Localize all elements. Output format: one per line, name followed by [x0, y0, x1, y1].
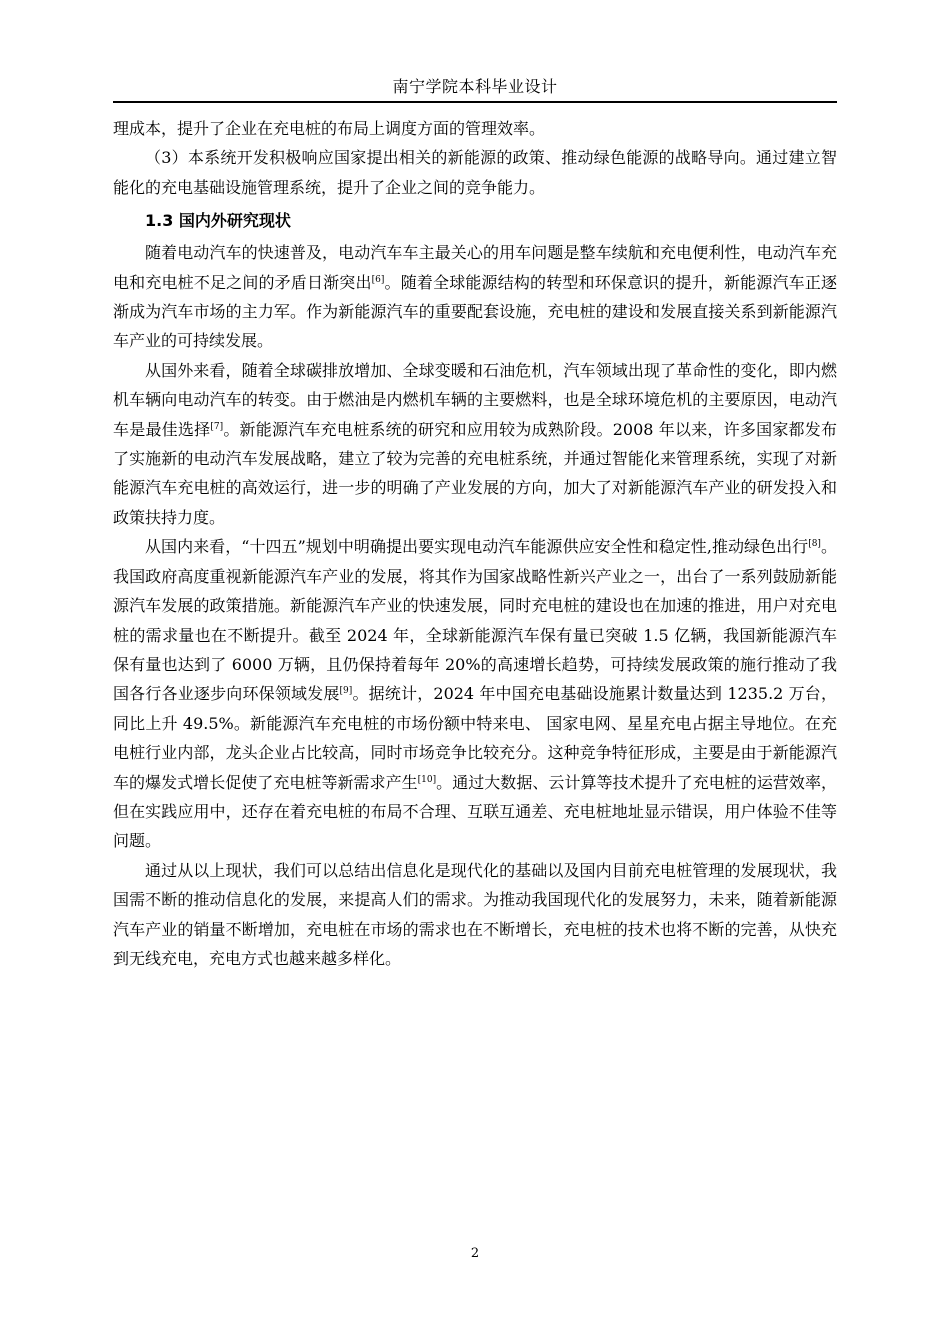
text-run: 从国内来看，“十四五”规划中明确提出要实现电动汽车能源供应安全性和稳定性,推动绿色出行 — [145, 537, 809, 557]
text-run: 通过从以上现状，我们可以总结出信息化是现代化的基础以及国内目前充电桩管理的发展现状，我国需不断的推动信息化的发展，来提高人们的需求。为推动我国现代化的发展努力，未来，随着新能源汽车产业的销量不断增加，充电桩在市场的需求也在不断增长，充电桩的技术也将不断的完善，从快充到无线充电，充电方式也越来越多样化。 — [113, 860, 837, 968]
citation-ref: [6] — [371, 274, 385, 285]
header-divider — [113, 101, 837, 103]
page-header-title: 南宁学院本科毕业设计 — [392, 77, 558, 96]
citation-ref: [7] — [210, 421, 224, 432]
paragraph-summary — [113, 856, 837, 974]
text-run: 。我国政府高度重视新能源汽车产业的发展，将其作为国家战略性新兴产业之一，出台了一系列鼓励新能源汽车发展的政策措施。新能源汽车产业的快速发展，同时充电桩的建设也在加速的推进，用户对充电桩的需求量也在不断提升。截至 2024 年，全球新能源汽车保有量已突破 1.5 亿辆，我国新能源汽车保有量也达到了 6000 万辆，且仍保持着每年 20%的高速增长趋势，可持续发展政策的施行推动了我国各行各业逐步向环保领域发展 — [113, 537, 837, 704]
text-run: 。新能源汽车充电桩系统的研究和应用较为成熟阶段。2008 年以来，许多国家都发布了实施新的电动汽车发展战略，建立了较为完善的充电桩系统，并通过智能化来管理系统，实现了对新能源汽车充电桩的高效运行，进一步的明确了产业发展的方向，加大了对新能源汽车产业的研发投入和政策扶持力度。 — [113, 419, 837, 527]
citation-ref: [10] — [417, 774, 437, 785]
text-run: 从国外来看，随着全球碳排放增加、全球变暖和石油危机，汽车领域出现了革命性的变化，即内燃机车辆向电动汽车的转变。由于燃油是内燃机车辆的主要燃料，也是全球环境危机的主要原因，电动汽车是最佳选择 — [113, 360, 837, 439]
text-run: 。据统计，2024 年中国充电基础设施累计数量达到 1235.2 万台，同比上升 49.5%。新能源汽车充电桩的市场份额中特来电、 国家电网、星星充电占据主导地位。在充电桩行业内部，龙头企业占比较高，同时市场竞争比较充分。这种竞争特征形成，主要是由于新能源汽车的爆发式增长促使了充电桩等新需求产生 — [113, 684, 837, 792]
page-number: 2 — [470, 1246, 480, 1261]
citation-ref: [9] — [339, 686, 353, 697]
text-run: 。通过大数据、云计算等技术提升了充电桩的运营效率，但在实践应用中，还存在着充电桩的布局不合理、互联互通差、充电桩地址显示错误，用户体验不佳等问题。 — [113, 772, 837, 851]
section-heading: 1.3 国内外研究现状 — [145, 211, 291, 231]
text-run: 随着电动汽车的快速普及，电动汽车车主最关心的用车问题是整车续航和充电便利性，电动汽车充电和充电桩不足之间的矛盾日渐突出 — [113, 243, 837, 292]
paragraph-continuation: 理成本，提升了企业在充电桩的布局上调度方面的管理效率。 — [113, 119, 546, 138]
paragraph-domestic — [113, 532, 837, 855]
page-content — [113, 114, 837, 973]
paragraph-intro — [113, 238, 837, 356]
text-run: 。随着全球能源结构的转型和环保意识的提升，新能源汽车正逐渐成为汽车市场的主力军。作为新能源汽车的重要配套设施，充电桩的建设和发展直接关系到新能源汽车产业的可持续发展。 — [113, 272, 837, 351]
citation-ref: [8] — [808, 539, 821, 550]
paragraph-item-3: （3）本系统开发积极响应国家提出相关的新能源的政策、推动绿色能源的战略导向。通过建立智能化的充电基础设施管理系统，提升了企业之间的竞争能力。 — [113, 148, 837, 197]
paragraph-abroad — [113, 356, 837, 532]
